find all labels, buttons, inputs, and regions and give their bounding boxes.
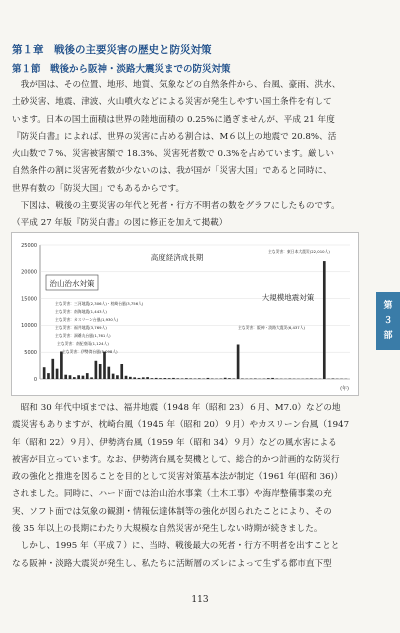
bar (146, 377, 149, 379)
bar (125, 376, 128, 379)
bar (163, 378, 166, 379)
text-line: なる阪神・淡路大震災が発生し、私たちに活断層のズレによって生ずる都市直下型 (12, 558, 332, 569)
bar (103, 352, 106, 379)
bar (185, 378, 188, 379)
text-line: 世界有数の「防災大国」でもあるからです。 (12, 183, 185, 194)
text-line: 被害が目立っています。なお、伊勢湾台風を契機として、総合的かつ計画的な防災行 (12, 454, 340, 465)
bar (77, 375, 80, 379)
annotation-label: 主な災害：東日本大震災(22,010人) (268, 249, 330, 254)
text-line: 我が国は、その位置、地形、地質、気象などの自然条件から、台風、豪雨、洪水、 (12, 80, 341, 90)
bar (73, 377, 76, 379)
bar (56, 369, 59, 379)
bar (332, 378, 335, 379)
x-unit-label: (年) (340, 386, 349, 392)
y-tick-label: 10000 (21, 323, 37, 330)
chart-svg (12, 233, 358, 395)
bar (69, 375, 72, 379)
bar (267, 378, 270, 379)
bar (60, 352, 63, 379)
text-line: （平成 27 年版『防災白書』の図に修正を加えて掲載） (12, 218, 228, 229)
bar (86, 373, 89, 379)
text-line: 政の強化と推進を図ることを目的として災害対策基本法が制定（1961 年(昭和 36)） (12, 472, 343, 483)
bar (232, 378, 235, 379)
bar (271, 378, 274, 379)
text-line: 土砂災害、地震、津波、火山噴火などによる災害が発生しやすい国土条件を有して (12, 97, 332, 108)
paragraph-history (12, 400, 372, 573)
bar (90, 377, 93, 379)
bar (116, 375, 119, 379)
bar (138, 378, 141, 379)
annotation-label: 主な災害：三河地震(2,306人)・枕崎台風(3,756人) (55, 301, 144, 306)
bar (64, 375, 67, 379)
bar (310, 378, 313, 379)
bar (112, 374, 115, 379)
bar (133, 377, 136, 379)
text-line: 年（昭和 22）９月）、伊勢湾台風（1959 年（昭和 34）９月）などの風水害による (12, 437, 337, 448)
text-line: 震災害もありますが、枕崎台風（1945 年（昭和 20）９月）やカスリーン台風（1947 (12, 420, 350, 431)
text-line: しかし、1995 年（平成７）に、当時、戦後最大の死者・行方不明者を出すことと (12, 541, 340, 552)
text-line: います。日本の国土面積は世界の陸地面積の 0.25%に過ぎませんが、平成 21 年度 (12, 114, 335, 125)
side-tab-char: ３ (383, 316, 393, 326)
chapter-heading: 第１章 戦後の主要災害の歴史と防災対策 (12, 44, 212, 56)
period-label: 治山治水対策 (49, 279, 95, 288)
annotation-label: 主な災害：カスリーン台風(1,930人) (55, 317, 119, 322)
y-tick-label: 25000 (21, 242, 37, 249)
bar (43, 367, 46, 379)
bar (189, 378, 192, 379)
bar (129, 377, 132, 379)
text-line: 昭和 30 年代中頃までは、福井地震（1948 年（昭和 23）６月、M7.0）などの地 (12, 403, 341, 413)
bar (47, 373, 50, 379)
y-tick-label: 15000 (21, 296, 37, 303)
text-line: 火山数で７%、災害被害額で 18.3%、災害死者数で 0.3%を占めています。厳しい (12, 149, 334, 160)
text-line: されました。同時に、ハード面では治山治水事業（土木工事）や海岸整備事業の充 (12, 489, 332, 500)
page-number: 113 (191, 595, 209, 605)
disaster-chart (11, 232, 359, 396)
paragraph-intro (12, 77, 372, 233)
bar (82, 376, 85, 379)
bar (224, 378, 227, 379)
text-line: 実、ソフト面では気象の観測・情報伝達体制等の強化が図られたことにより、その (12, 506, 332, 517)
bar (228, 378, 231, 379)
bar (207, 378, 210, 379)
bar (159, 378, 162, 379)
bar (142, 377, 145, 379)
bar (99, 364, 102, 379)
bar (107, 367, 110, 379)
text-line: 下図は、戦後の主要災害の年代と死者・行方不明者の数をグラフにしたものです。 (12, 201, 340, 212)
bar (51, 359, 54, 379)
bar (323, 261, 326, 379)
bar (151, 378, 154, 379)
side-tab-char: 部 (383, 331, 393, 341)
section-heading: 第１節 戦後から阪神・淡路大震災までの防災対策 (12, 64, 231, 75)
bar (120, 364, 123, 379)
part-side-tab (376, 292, 400, 350)
bar (155, 378, 158, 379)
bar (237, 344, 240, 379)
annotation-label: 主な災害：福井地震(3,769人) (55, 325, 107, 330)
annotation-label: 主な災害：洞爺丸台風(1,761人) (55, 333, 111, 338)
period-label: 高度経済成長期 (150, 253, 204, 262)
bar (198, 378, 201, 379)
annotation-label: 主な災害：南海地震(1,443人) (55, 309, 107, 314)
bar (181, 378, 184, 379)
bar (95, 361, 98, 379)
text-line: 自然条件の割に災害死者数が少ないのは、我が国が「災害大国」であると同時に、 (12, 166, 332, 177)
bar (168, 378, 171, 379)
period-label: 大規模地震対策 (261, 293, 315, 302)
text-line: 『防災白書』によれば、世界の災害に占める割合は、M６以上の地震で 20.8%、活 (12, 131, 337, 142)
y-tick-label: 0 (33, 376, 37, 383)
y-tick-label: 5000 (24, 350, 37, 356)
text-line: 後 35 年以上の長期にわたり大規模な自然災害が発生しない時期が続きました。 (12, 524, 323, 535)
side-tab-char: 第 (383, 301, 393, 311)
bar (172, 378, 175, 379)
y-tick-label: 20000 (21, 269, 37, 276)
annotation-label: 主な災害：阪神・淡路大震災(6,437人) (238, 325, 305, 330)
annotation-label: 主な災害：伊勢湾台風(5,098人) (62, 349, 118, 354)
bar (176, 378, 179, 379)
annotation-label: 主な災害：南紀豪雨(1,124人) (57, 341, 109, 346)
bar (254, 378, 257, 379)
